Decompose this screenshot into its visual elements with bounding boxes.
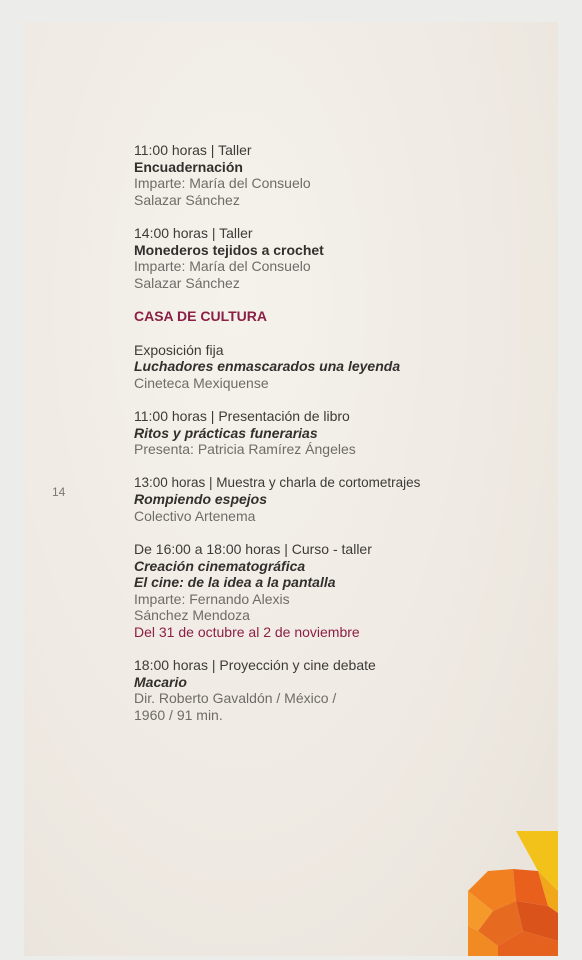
event-entry (134, 541, 544, 640)
event-detail: Imparte: María del Consuelo (134, 258, 311, 274)
event-detail: 1960 / 91 min. (134, 706, 223, 723)
event-entry (134, 657, 544, 723)
event-detail: Cineteca Mexiquense (134, 374, 269, 391)
event-time: 18:00 horas | Proyección y cine debate (134, 657, 376, 673)
event-detail: Imparte: María del Consuelo (134, 175, 311, 191)
event-title: Encuadernación (134, 158, 243, 175)
event-time: 14:00 horas | Taller (134, 225, 253, 241)
page-number: 14 (52, 485, 66, 499)
event-entry (134, 142, 544, 208)
schedule-content (134, 142, 544, 740)
event-time: 13:00 horas | Muestra y charla de cortometrajes (134, 474, 421, 490)
event-dates: Del 31 de octubre al 2 de noviembre (134, 623, 360, 640)
event-title: Macario (134, 673, 187, 690)
event-time: 11:00 horas | Taller (134, 142, 252, 158)
event-title: Luchadores enmascarados una leyenda (134, 358, 401, 374)
event-detail: Imparte: Fernando Alexis (134, 590, 290, 607)
event-entry (134, 225, 544, 291)
event-entry (134, 408, 544, 458)
event-title: Rompiendo espejos (134, 491, 268, 507)
event-title: Creación cinematográfica (134, 557, 306, 574)
event-title: Monederos tejidos a crochet (134, 241, 324, 258)
event-subtitle: El cine: de la idea a la pantalla (134, 574, 336, 590)
program-page (24, 22, 558, 956)
event-time: 11:00 horas | Presentación de libro (134, 408, 350, 424)
event-time: Exposición fija (134, 341, 224, 358)
event-detail: Salazar Sánchez (134, 191, 240, 208)
section-title: CASA DE CULTURA (134, 308, 267, 324)
event-time: De 16:00 a 18:00 horas | Curso - taller (134, 541, 372, 557)
event-detail: Sánchez Mendoza (134, 607, 250, 623)
event-detail: Presenta: Patricia Ramírez Ángeles (134, 441, 356, 457)
event-detail: Colectivo Artenema (134, 507, 256, 524)
event-entry (134, 342, 544, 392)
event-detail: Dir. Roberto Gavaldón / México / (134, 690, 337, 706)
event-entry (134, 475, 544, 525)
event-title: Ritos y prácticas funerarias (134, 424, 318, 441)
decorative-shape (468, 831, 558, 956)
event-detail: Salazar Sánchez (134, 274, 240, 291)
